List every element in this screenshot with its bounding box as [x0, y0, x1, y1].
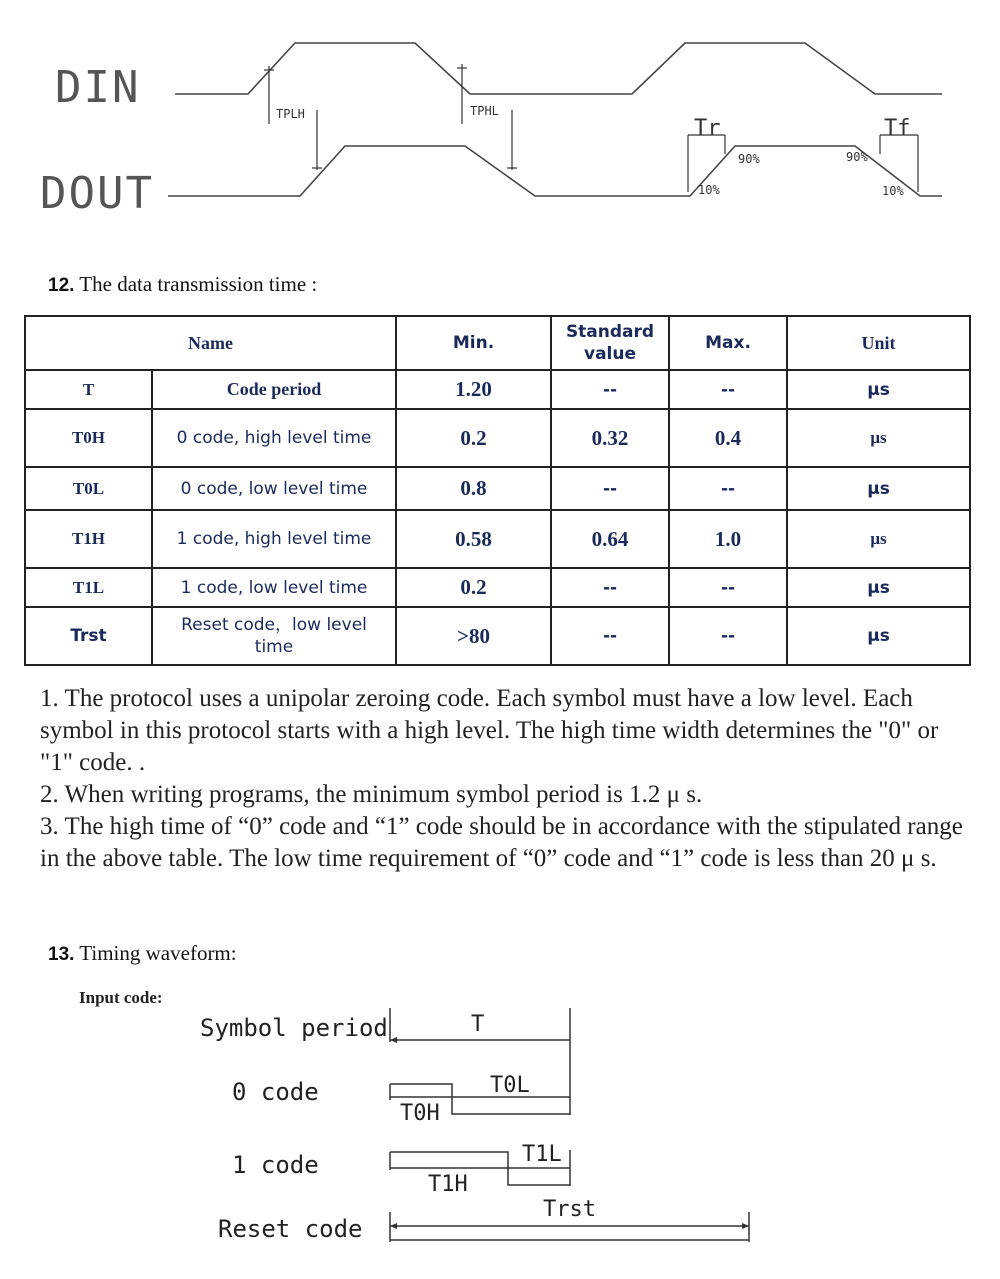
t1h-label: T1H: [428, 1172, 468, 1197]
row-max: --: [669, 607, 787, 665]
row-name: 1 code, high level time: [152, 510, 396, 568]
row-max: 0.4: [669, 409, 787, 467]
din-label: DIN: [55, 62, 141, 113]
header-max: Max.: [669, 316, 787, 370]
section-13-number: 13.: [48, 944, 75, 965]
header-standard: Standard value: [551, 316, 669, 370]
dout-label: DOUT: [40, 168, 154, 219]
row-max: --: [669, 568, 787, 607]
table-row: [25, 467, 970, 510]
table-row: [25, 370, 970, 409]
section-13-text: Timing waveform:: [79, 941, 237, 965]
notes-block: [40, 683, 970, 875]
tphl-label: TPHL: [470, 104, 499, 118]
row-unit: μs: [787, 409, 970, 467]
table-row: [25, 409, 970, 467]
dout-signal: [168, 146, 942, 196]
table-row: [25, 568, 970, 607]
row-name: 1 code, low level time: [152, 568, 396, 607]
row-name: 0 code, low level time: [152, 467, 396, 510]
row-symbol: T0L: [25, 467, 152, 510]
header-name: Name: [25, 316, 396, 370]
note-1: 1. The protocol uses a unipolar zeroing code. Each symbol must have a low level. Each symbol in this protocol starts with a high level. The high time width determines the "0" or "1" code. .: [40, 685, 939, 776]
row-standard: --: [551, 607, 669, 665]
tf-10-label: 10%: [882, 184, 904, 198]
row-unit: μs: [787, 370, 970, 409]
row-standard: --: [551, 370, 669, 409]
propagation-waveform: [0, 30, 1000, 220]
input-code-label: Input code:: [79, 988, 163, 1007]
row-standard: --: [551, 467, 669, 510]
table-row: [25, 607, 970, 665]
row-name: Code period: [152, 370, 396, 409]
row-standard: 0.64: [551, 510, 669, 568]
row-standard: --: [551, 568, 669, 607]
row-min: >80: [396, 607, 551, 665]
tplh-label: TPLH: [276, 107, 305, 121]
t-label: T: [471, 1012, 485, 1037]
section-12-number: 12.: [48, 275, 75, 296]
row-max: 1.0: [669, 510, 787, 568]
data-transmission-table: [24, 315, 971, 666]
tr-90-label: 90%: [738, 152, 760, 166]
row-name: 0 code, high level time: [152, 409, 396, 467]
row-unit: μs: [787, 510, 970, 568]
note-2: 2. When writing programs, the minimum symbol period is 1.2 μ s.: [40, 781, 703, 808]
row-unit: μs: [787, 467, 970, 510]
row-symbol: T0H: [25, 409, 152, 467]
section-12-text: The data transmission time :: [79, 272, 318, 296]
row-name: Reset code，low level time: [152, 607, 396, 665]
row-min: 1.20: [396, 370, 551, 409]
trst-label: Trst: [543, 1197, 596, 1222]
symbol-period-label: Symbol period: [200, 1014, 388, 1042]
table-row: [25, 510, 970, 568]
row-symbol: T: [25, 370, 152, 409]
row-symbol: Trst: [25, 607, 152, 665]
t1l-label: T1L: [522, 1142, 562, 1167]
row-max: --: [669, 370, 787, 409]
din-signal: [175, 43, 942, 94]
header-min: Min.: [396, 316, 551, 370]
row-symbol: T1H: [25, 510, 152, 568]
row-symbol: T1L: [25, 568, 152, 607]
row-min: 0.2: [396, 568, 551, 607]
reset-code-label: Reset code: [218, 1215, 363, 1243]
zero-code-label: 0 code: [232, 1078, 319, 1106]
tr-label: Tr: [694, 116, 721, 141]
tf-label: Tf: [884, 116, 911, 141]
tf-90-label: 90%: [846, 150, 868, 164]
table-header-row: [25, 316, 970, 370]
row-standard: 0.32: [551, 409, 669, 467]
header-unit: Unit: [787, 316, 970, 370]
t0l-label: T0L: [490, 1073, 530, 1098]
row-min: 0.2: [396, 409, 551, 467]
t0h-label: T0H: [400, 1101, 440, 1126]
row-max: --: [669, 467, 787, 510]
one-code-label: 1 code: [232, 1151, 319, 1179]
row-min: 0.58: [396, 510, 551, 568]
row-unit: μs: [787, 607, 970, 665]
row-unit: μs: [787, 568, 970, 607]
section-12-title: [48, 272, 317, 297]
row-min: 0.8: [396, 467, 551, 510]
note-3: 3. The high time of “0” code and “1” code should be in accordance with the stipulated range in the above table. The low time requirement of “0” code and “1” code is less than 20 μ s.: [40, 813, 963, 872]
section-13-title: [48, 941, 237, 966]
tr-10-label: 10%: [698, 183, 720, 197]
